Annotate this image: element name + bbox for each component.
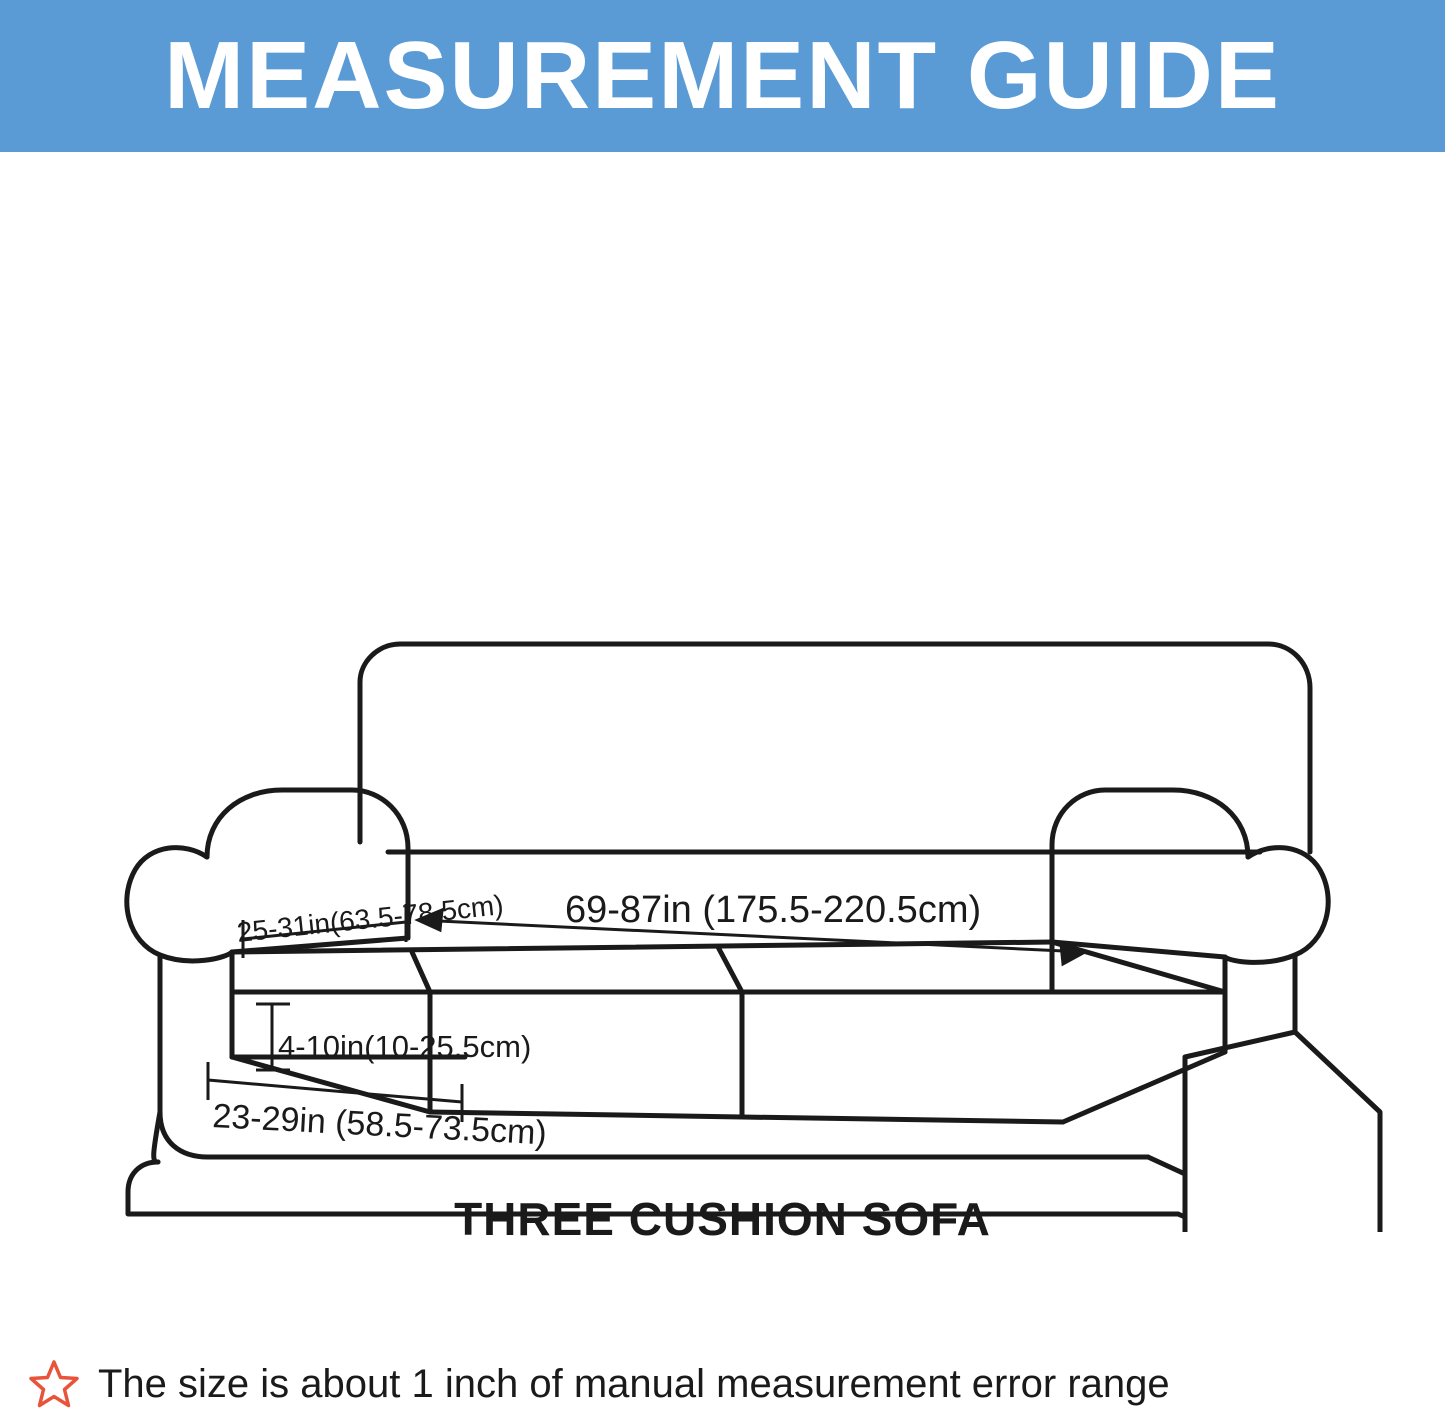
star-outline-icon xyxy=(28,1358,80,1410)
header-banner xyxy=(0,0,1445,152)
sofa-left-outer-panel xyxy=(160,955,208,1157)
dim-label-arm-depth: 25-31in(63.5-78.5cm) xyxy=(235,889,505,948)
dim-label-cushion-thickness: 4-10in(10-25.5cm) xyxy=(278,1029,532,1064)
sofa-backrest-top xyxy=(360,644,1310,852)
sofa-right-arm-scroll xyxy=(1225,848,1328,963)
sofa-base-left-curve xyxy=(154,1112,160,1162)
page-title: MEASUREMENT GUIDE xyxy=(164,22,1281,129)
dim-label-seat-width: 69-87in (175.5-220.5cm) xyxy=(565,889,982,931)
dim-label-seat-depth: 23-29in (58.5-73.5cm) xyxy=(211,1097,548,1153)
footer-note xyxy=(0,1358,1445,1410)
cushion-front-bottom-right xyxy=(742,1117,1063,1122)
cushion-divider-2-top xyxy=(718,947,742,992)
sofa-right-arm-roll xyxy=(1052,790,1248,957)
cushion-right-front-diag xyxy=(1063,1052,1225,1122)
sofa-diagram xyxy=(0,152,1445,1232)
footer-note-text: The size is about 1 inch of manual measurement error range xyxy=(98,1361,1170,1406)
sofa-left-arm-scroll xyxy=(127,848,232,961)
cushion-divider-1-top xyxy=(412,952,430,992)
diagram-caption: THREE CUSHION SOFA xyxy=(454,1193,991,1245)
sofa-front-base-right xyxy=(1148,1157,1185,1174)
